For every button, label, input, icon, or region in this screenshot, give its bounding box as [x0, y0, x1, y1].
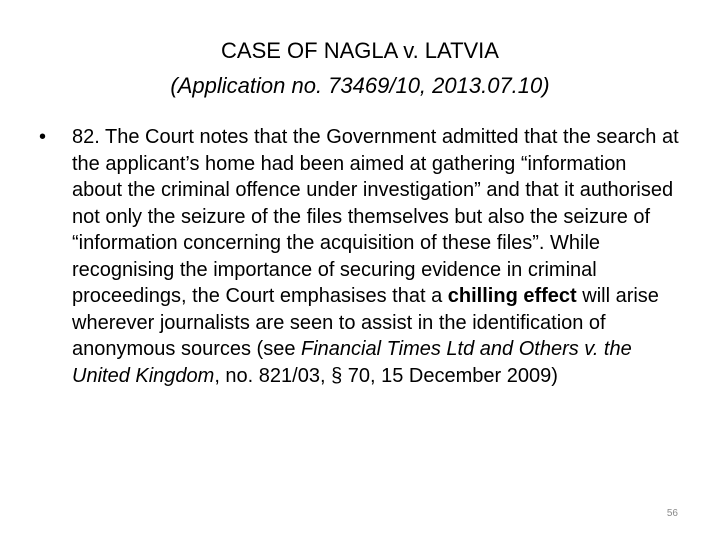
bold-phrase: chilling effect — [447, 285, 577, 307]
paragraph-text — [72, 124, 679, 389]
slide-subtitle: (Application no. 73469/10, 2013.07.10) — [170, 73, 550, 98]
slide-title: CASE OF NAGLA v. LATVIA — [221, 38, 499, 63]
bullet-paragraph — [39, 124, 679, 389]
paragraph-text-part3: , no. 821/03, § 70, 15 December 2009) — [214, 364, 558, 387]
page-number: 56 — [666, 508, 678, 519]
italic-citation: Financial Times Ltd and Others v. the United Kingdom — [72, 338, 632, 387]
paragraph-text-part1: 82. The Court notes that the Government admitted that the search at the applicant’s home had been aimed at gathering “information about the criminal offence under investigation” and that it authorised not only the seizure of the files themselves but also the seizure of “information concerning the acquisition of these files”. While recognising the importance of securing evidence in criminal proceedings, the Court emphasises that a — [72, 126, 679, 307]
paragraph-text-part2: will arise wherever journalists are seen to assist in the identification of anonymous sources (see — [72, 285, 659, 360]
bullet-icon: • — [39, 126, 47, 148]
title-block — [0, 33, 720, 103]
